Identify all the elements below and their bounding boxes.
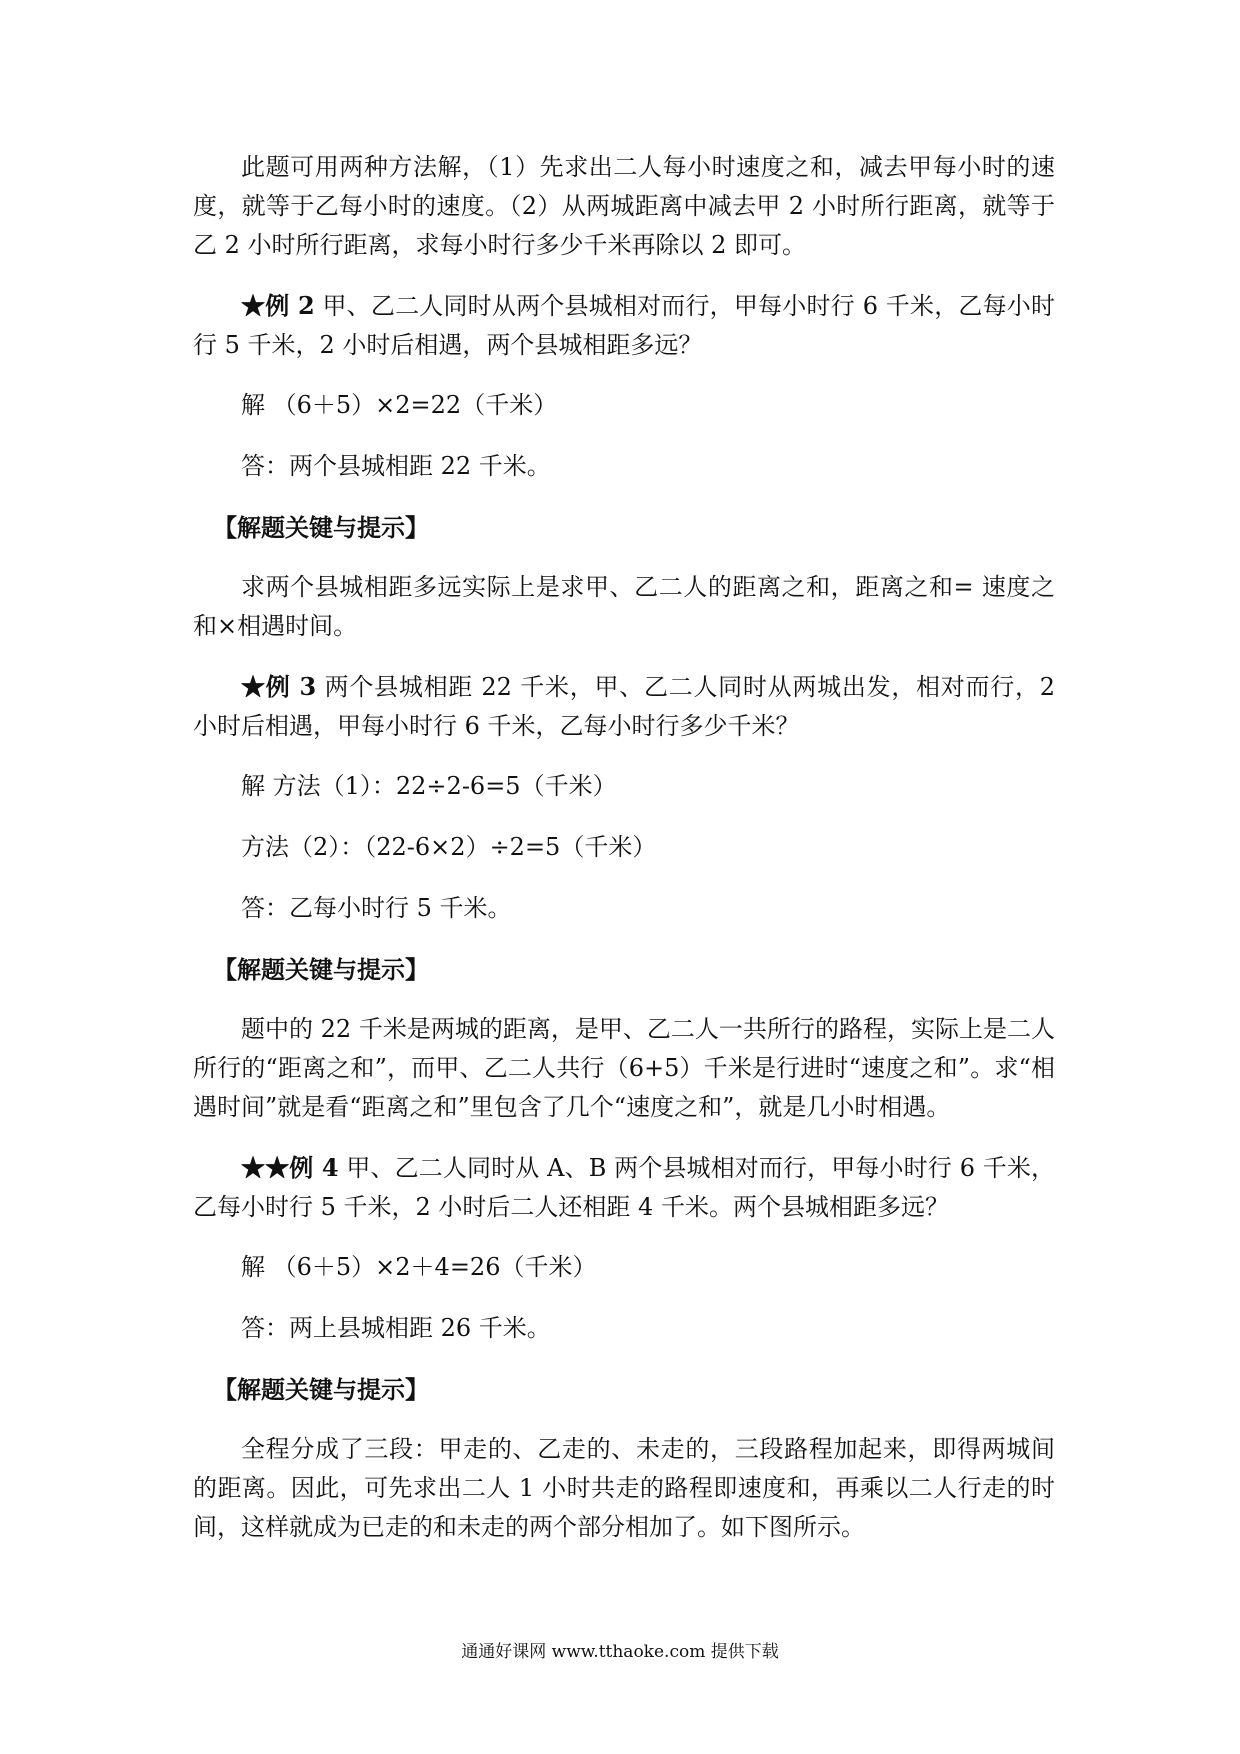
example-2-question-text: 甲、乙二人同时从两个县城相对而行，甲每小时行 6 千米，乙每小时行 5 千米，2 小时后相遇，两个县城相距多远？ (193, 292, 1055, 359)
example-2-hint-text: 求两个县城相距多远实际上是求甲、乙二人的距离之和，距离之和= 速度之和×相遇时间。 (193, 573, 1055, 640)
example-2-solution: 解 （6＋5）×2=22（千米） (241, 391, 558, 419)
example-3-hint-text: 题中的 22 千米是两城的距离，是甲、乙二人一共所行的路程，实际上是二人所行的“距离之和”，而甲、乙二人共行（6+5）千米是行进时“速度之和”。求“相遇时间”就是看“距离之和”里包含了几个“速度之和”，就是几小时相遇。 (193, 1015, 1055, 1121)
page-footer: 通通好课网 www.tthaoke.com 提供下载 (461, 1642, 779, 1662)
example-3-solution-2: 方法（2）：（22-6×2）÷2=5（千米） (241, 833, 657, 861)
example-4-question (193, 1148, 1055, 1227)
example-3-label: ★例 3 (241, 672, 317, 701)
example-2-question (193, 286, 1055, 365)
example-3-question (193, 667, 1055, 746)
example-3-hint-title: 【解题关键与提示】 (213, 955, 429, 984)
example-3-question-text: 两个县城相距 22 千米，甲、乙二人同时从两城出发，相对而行，2 小时后相遇，甲每小时行 6 千米，乙每小时行多少千米？ (193, 673, 1055, 740)
example-4-hint-text: 全程分成了三段：甲走的、乙走的、未走的，三段路程加起来，即得两城间的距离。因此，可先求出二人 1 小时共走的路程即速度和，再乘以二人行走的时间，这样就成为已走的和未走的两个部分相加了。如下图所示。 (193, 1435, 1055, 1541)
example-4-answer: 答：两上县城相距 26 千米。 (241, 1314, 551, 1342)
example-4-solution: 解 （6＋5）×2＋4=26（千米） (241, 1253, 597, 1281)
example-4-label: ★★例 4 (241, 1153, 339, 1182)
example-3-solution-1: 解 方法（1）：22÷2-6=5（千米） (241, 772, 617, 800)
document-body (193, 148, 1055, 1547)
example-3-answer: 答：乙每小时行 5 千米。 (241, 894, 512, 922)
example-4-hint-title: 【解题关键与提示】 (213, 1375, 429, 1404)
example-2-hint-title: 【解题关键与提示】 (213, 513, 429, 542)
intro-paragraph: 此题可用两种方法解，（1）先求出二人每小时速度之和，减去甲每小时的速度，就等于乙每小时的速度。（2）从两城距离中减去甲 2 小时所行距离，就等于乙 2 小时所行距离，求每小时行多少千米再除以 2 即可。 (193, 153, 1055, 259)
example-2-label: ★例 2 (241, 291, 315, 320)
example-2-answer: 答：两个县城相距 22 千米。 (241, 452, 551, 480)
example-4-question-text: 甲、乙二人同时从 A、B 两个县城相对而行，甲每小时行 6 千米，乙每小时行 5 千米，2 小时后二人还相距 4 千米。两个县城相距多远？ (193, 1154, 1055, 1221)
